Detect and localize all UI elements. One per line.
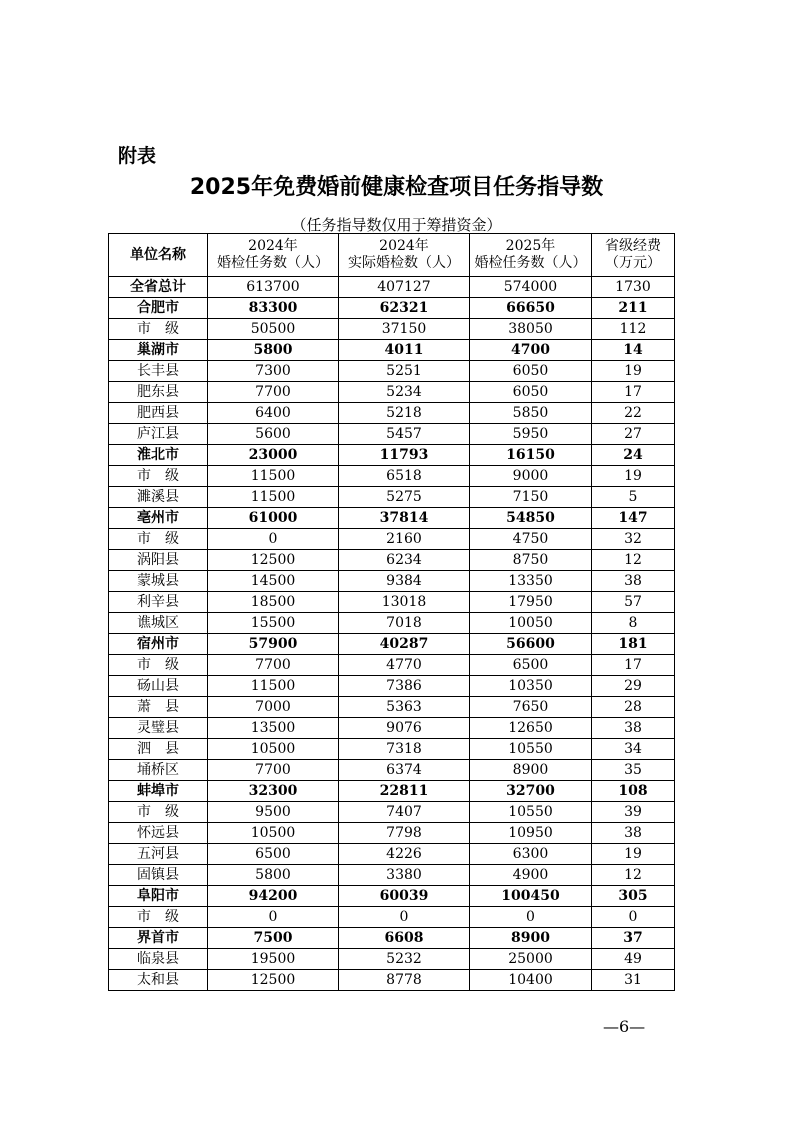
funds-cell: 38 [592,571,675,592]
funds-cell: 17 [592,655,675,676]
header-2024-task-label: 婚检任务数（人） [217,255,329,271]
table-row [109,718,675,739]
header-unit-name [109,234,208,277]
task-2025-cell: 6500 [470,655,592,676]
actual-2024-cell: 0 [339,907,470,928]
unit-name-cell: 太和县 [109,970,208,991]
table-row [109,634,675,655]
funds-cell: 211 [592,298,675,319]
actual-2024-cell: 6518 [339,466,470,487]
actual-2024-cell: 6374 [339,760,470,781]
task-2024-cell: 11500 [208,676,339,697]
task-2024-cell: 15500 [208,613,339,634]
task-2025-cell: 7650 [470,697,592,718]
actual-2024-cell: 4226 [339,844,470,865]
table-row [109,382,675,403]
task-2025-cell: 66650 [470,298,592,319]
actual-2024-cell: 4770 [339,655,470,676]
actual-2024-cell: 2160 [339,529,470,550]
unit-name-cell: 灵璧县 [109,718,208,739]
funds-cell: 112 [592,319,675,340]
table-row [109,907,675,928]
actual-2024-cell: 5251 [339,361,470,382]
table-row [109,949,675,970]
task-2024-cell: 12500 [208,970,339,991]
task-2024-cell: 61000 [208,508,339,529]
unit-name-cell: 砀山县 [109,676,208,697]
table-row [109,550,675,571]
task-2025-cell: 10950 [470,823,592,844]
table-body [109,277,675,991]
funds-cell: 305 [592,886,675,907]
funds-cell: 37 [592,928,675,949]
funds-cell: 57 [592,592,675,613]
table-row [109,613,675,634]
document-title: 2025年免费婚前健康检查项目任务指导数 [189,175,604,200]
funds-cell: 38 [592,823,675,844]
unit-name-cell: 谯城区 [109,613,208,634]
unit-name-cell: 蒙城县 [109,571,208,592]
funds-cell: 19 [592,361,675,382]
task-2025-cell: 54850 [470,508,592,529]
header-2025-task [470,234,592,277]
actual-2024-cell: 6608 [339,928,470,949]
task-2025-cell: 6300 [470,844,592,865]
table-row [109,823,675,844]
actual-2024-cell: 7407 [339,802,470,823]
funds-cell: 8 [592,613,675,634]
unit-name-cell: 宿州市 [109,634,208,655]
table-row [109,802,675,823]
table-row [109,403,675,424]
unit-name-cell: 市 级 [109,907,208,928]
task-2024-cell: 23000 [208,445,339,466]
unit-name-cell: 肥西县 [109,403,208,424]
task-2024-cell: 7000 [208,697,339,718]
appendix-label: 附表 [118,145,157,167]
actual-2024-cell: 37150 [339,319,470,340]
unit-name-cell: 市 级 [109,802,208,823]
task-2024-cell: 7500 [208,928,339,949]
unit-name-cell: 全省总计 [109,277,208,298]
unit-name-cell: 市 级 [109,319,208,340]
header-unit-name-text: 单位名称 [130,246,186,263]
table-row [109,655,675,676]
funds-cell: 49 [592,949,675,970]
task-2024-cell: 7300 [208,361,339,382]
task-2024-cell: 5800 [208,865,339,886]
header-provincial-funds-label: 省级经费 [605,238,661,254]
actual-2024-cell: 37814 [339,508,470,529]
funds-cell: 24 [592,445,675,466]
task-2025-cell: 10400 [470,970,592,991]
funds-cell: 38 [592,718,675,739]
task-2025-cell: 17950 [470,592,592,613]
unit-name-cell: 市 级 [109,466,208,487]
funds-cell: 31 [592,970,675,991]
task-2024-cell: 7700 [208,760,339,781]
actual-2024-cell: 40287 [339,634,470,655]
task-2025-cell: 7150 [470,487,592,508]
task-2024-cell: 83300 [208,298,339,319]
table-header-row [109,234,675,277]
actual-2024-cell: 6234 [339,550,470,571]
actual-2024-cell: 9076 [339,718,470,739]
task-2024-cell: 11500 [208,487,339,508]
table-row [109,466,675,487]
task-2024-cell: 7700 [208,655,339,676]
task-2024-cell: 18500 [208,592,339,613]
document-subtitle: （任务指导数仅用于筹措资金） [291,216,502,234]
funds-cell: 12 [592,865,675,886]
unit-name-cell: 怀远县 [109,823,208,844]
funds-cell: 1730 [592,277,675,298]
actual-2024-cell: 5457 [339,424,470,445]
task-2025-cell: 32700 [470,781,592,802]
task-2024-cell: 9500 [208,802,339,823]
table-row [109,298,675,319]
unit-name-cell: 庐江县 [109,424,208,445]
task-2025-cell: 5950 [470,424,592,445]
task-2024-cell: 13500 [208,718,339,739]
task-2025-cell: 574000 [470,277,592,298]
actual-2024-cell: 22811 [339,781,470,802]
table-row [109,571,675,592]
unit-name-cell: 临泉县 [109,949,208,970]
actual-2024-cell: 60039 [339,886,470,907]
task-2025-cell: 8750 [470,550,592,571]
funds-cell: 17 [592,382,675,403]
table-row [109,508,675,529]
task-2024-cell: 5800 [208,340,339,361]
funds-cell: 181 [592,634,675,655]
funds-cell: 22 [592,403,675,424]
unit-name-cell: 泗 县 [109,739,208,760]
task-2025-cell: 9000 [470,466,592,487]
task-2024-cell: 5600 [208,424,339,445]
actual-2024-cell: 5275 [339,487,470,508]
actual-2024-cell: 4011 [339,340,470,361]
funds-cell: 147 [592,508,675,529]
task-2025-cell: 4750 [470,529,592,550]
task-2025-cell: 5850 [470,403,592,424]
task-2024-cell: 11500 [208,466,339,487]
actual-2024-cell: 7798 [339,823,470,844]
actual-2024-cell: 3380 [339,865,470,886]
actual-2024-cell: 407127 [339,277,470,298]
unit-name-cell: 固镇县 [109,865,208,886]
task-2025-cell: 13350 [470,571,592,592]
unit-name-cell: 五河县 [109,844,208,865]
task-2024-cell: 10500 [208,823,339,844]
actual-2024-cell: 62321 [339,298,470,319]
actual-2024-cell: 11793 [339,445,470,466]
header-2025-task-label: 婚检任务数（人） [474,255,587,271]
table-row [109,970,675,991]
header-provincial-funds-unit: （万元） [605,255,661,271]
header-2024-task [208,234,339,277]
funds-cell: 108 [592,781,675,802]
unit-name-cell: 肥东县 [109,382,208,403]
table-row [109,865,675,886]
table-row [109,529,675,550]
actual-2024-cell: 8778 [339,970,470,991]
table-row [109,781,675,802]
unit-name-cell: 市 级 [109,529,208,550]
funds-cell: 0 [592,907,675,928]
actual-2024-cell: 5232 [339,949,470,970]
unit-name-cell: 蚌埠市 [109,781,208,802]
task-2024-cell: 7700 [208,382,339,403]
funds-cell: 14 [592,340,675,361]
task-2024-cell: 32300 [208,781,339,802]
table-row [109,886,675,907]
funds-cell: 32 [592,529,675,550]
actual-2024-cell: 13018 [339,592,470,613]
task-2025-cell: 10550 [470,802,592,823]
table-row [109,340,675,361]
unit-name-cell: 淮北市 [109,445,208,466]
actual-2024-cell: 7318 [339,739,470,760]
task-2024-cell: 613700 [208,277,339,298]
unit-name-cell: 阜阳市 [109,886,208,907]
header-2024-actual-label: 实际婚检数（人） [348,255,460,271]
funds-cell: 39 [592,802,675,823]
table-row [109,844,675,865]
table-row [109,676,675,697]
funds-cell: 34 [592,739,675,760]
task-2024-cell: 0 [208,529,339,550]
task-2025-cell: 56600 [470,634,592,655]
actual-2024-cell: 7018 [339,613,470,634]
unit-name-cell: 亳州市 [109,508,208,529]
unit-name-cell: 埇桥区 [109,760,208,781]
unit-name-cell: 市 级 [109,655,208,676]
unit-name-cell: 巢湖市 [109,340,208,361]
task-2025-cell: 4700 [470,340,592,361]
unit-name-cell: 界首市 [109,928,208,949]
task-2025-cell: 6050 [470,361,592,382]
task-2025-cell: 10550 [470,739,592,760]
funds-cell: 27 [592,424,675,445]
actual-2024-cell: 5234 [339,382,470,403]
task-2025-cell: 8900 [470,928,592,949]
funds-cell: 29 [592,676,675,697]
unit-name-cell: 利辛县 [109,592,208,613]
unit-name-cell: 合肥市 [109,298,208,319]
table-row [109,445,675,466]
task-2024-cell: 6400 [208,403,339,424]
table-row [109,319,675,340]
actual-2024-cell: 9384 [339,571,470,592]
table-row [109,760,675,781]
funds-cell: 19 [592,466,675,487]
funds-cell: 5 [592,487,675,508]
header-2024-actual [339,234,470,277]
actual-2024-cell: 5363 [339,697,470,718]
table-row [109,697,675,718]
task-2025-cell: 12650 [470,718,592,739]
task-2025-cell: 10350 [470,676,592,697]
funds-cell: 28 [592,697,675,718]
header-2024-actual-year: 2024年 [379,238,429,254]
task-2025-cell: 0 [470,907,592,928]
unit-name-cell: 涡阳县 [109,550,208,571]
table-row [109,277,675,298]
task-2025-cell: 100450 [470,886,592,907]
unit-name-cell: 萧 县 [109,697,208,718]
table-row [109,424,675,445]
table-row [109,487,675,508]
task-2024-cell: 14500 [208,571,339,592]
task-2025-cell: 38050 [470,319,592,340]
header-provincial-funds [592,234,675,277]
task-2024-cell: 12500 [208,550,339,571]
table-row [109,592,675,613]
header-2025-task-year: 2025年 [505,238,556,254]
task-2025-cell: 4900 [470,865,592,886]
funds-cell: 12 [592,550,675,571]
task-guidance-table [108,233,675,991]
task-2024-cell: 57900 [208,634,339,655]
task-2025-cell: 6050 [470,382,592,403]
table-row [109,361,675,382]
task-2024-cell: 19500 [208,949,339,970]
task-2025-cell: 10050 [470,613,592,634]
task-2025-cell: 25000 [470,949,592,970]
task-2024-cell: 50500 [208,319,339,340]
header-2024-task-year: 2024年 [248,238,298,254]
task-2025-cell: 8900 [470,760,592,781]
task-2024-cell: 94200 [208,886,339,907]
funds-cell: 35 [592,760,675,781]
actual-2024-cell: 5218 [339,403,470,424]
table-row [109,739,675,760]
task-2024-cell: 0 [208,907,339,928]
task-2024-cell: 6500 [208,844,339,865]
task-2024-cell: 10500 [208,739,339,760]
page-number: —6— [603,1017,646,1036]
unit-name-cell: 长丰县 [109,361,208,382]
task-2025-cell: 16150 [470,445,592,466]
actual-2024-cell: 7386 [339,676,470,697]
unit-name-cell: 濉溪县 [109,487,208,508]
table-row [109,928,675,949]
funds-cell: 19 [592,844,675,865]
